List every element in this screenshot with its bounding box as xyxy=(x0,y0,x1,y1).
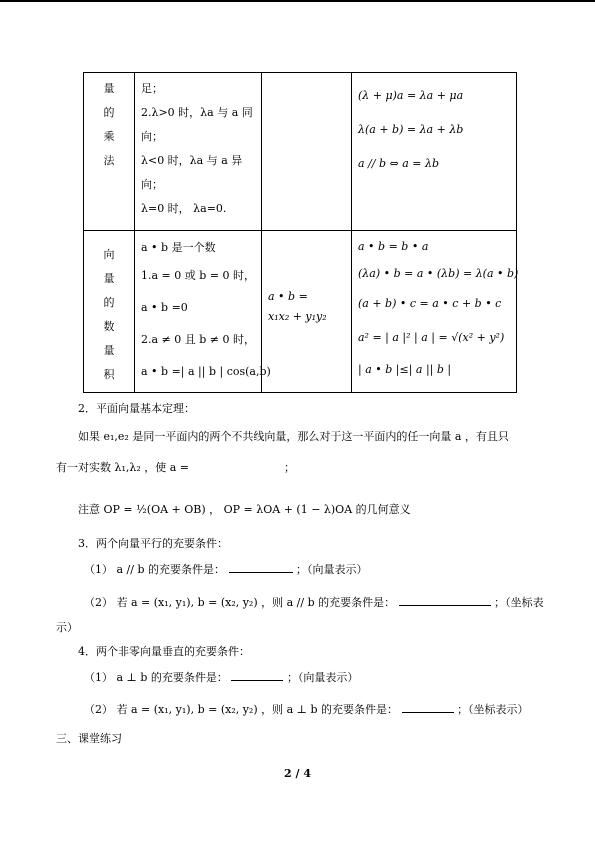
table-text: a • b =0 xyxy=(141,301,188,314)
table-text: 向； xyxy=(141,130,163,143)
table-text: λ=0 时， λa=0. xyxy=(141,202,227,215)
paragraph-text: 有一对实数 λ₁,λ₂ ，使 a = xyxy=(56,461,190,474)
laws-cell xyxy=(352,73,517,231)
row-label-char: 的 xyxy=(103,296,115,309)
row-label-char: 量 xyxy=(103,272,115,285)
section-heading: 2．平面向量基本定理： xyxy=(78,402,195,415)
item-line xyxy=(84,701,529,717)
condition-cell xyxy=(135,73,262,231)
row-label-char: 积 xyxy=(103,368,115,381)
condition-cell xyxy=(135,231,271,393)
table-row xyxy=(84,73,517,231)
table-row xyxy=(84,231,517,393)
row-label-char: 乘 xyxy=(103,130,115,143)
page-number: 2 / 4 xyxy=(284,767,311,780)
formula: a // b ⇔ a = λb xyxy=(358,157,439,170)
item-text: ；（向量表示） xyxy=(286,671,359,684)
item-text: （2） 若 a = (x₁, y₁), b = (x₂, y₂) ，则 a ⊥ b 的充要条件是： xyxy=(84,703,399,716)
section-heading: 3．两个向量平行的充要条件： xyxy=(78,537,228,550)
row-label-cell xyxy=(84,231,135,393)
section-heading: 三、课堂练习 xyxy=(56,732,122,745)
table-text: a • b =| a || b | cos(a,b) xyxy=(141,365,271,378)
table-text: 2.a ≠ 0 且 b ≠ 0 时， xyxy=(141,333,256,346)
item-text: （1） a // b 的充要条件是： xyxy=(84,563,225,576)
row-label-cell xyxy=(84,73,135,231)
row-label-char: 法 xyxy=(103,154,115,167)
note-line: 注意 OP = ½(OA + OB) ， OP = λOA + (1 − λ)OA 的几何意义 xyxy=(78,503,411,516)
table-text: 2.λ>0 时，λa 与 a 同 xyxy=(141,106,253,119)
table-text: 1.a = 0 或 b = 0 时， xyxy=(141,269,256,282)
formula: λ(a + b) = λa + λb xyxy=(358,123,464,136)
table-text: 足； xyxy=(141,82,163,95)
answer-blank[interactable] xyxy=(399,595,491,606)
formula: x₁x₂ + y₁y₂ xyxy=(268,310,327,323)
coordinate-cell xyxy=(262,73,352,231)
row-label-char: 量 xyxy=(103,82,115,95)
answer-blank[interactable] xyxy=(402,702,454,713)
coordinate-cell xyxy=(262,231,352,393)
item-text: （2） 若 a = (x₁, y₁), b = (x₂, y₂) ，则 a // b 的充要条件是： xyxy=(84,596,396,609)
item-line xyxy=(84,594,544,610)
formula: | a • b |≤| a || b | xyxy=(358,363,452,376)
page-top-rule xyxy=(0,0,595,2)
formula: (λ + μ)a = λa + μa xyxy=(358,89,464,102)
item-line-wrap: 示） xyxy=(56,621,78,634)
table-text: a • b 是一个数 xyxy=(141,241,216,254)
formula: a² = | a |² | a | = √(x² + y²) xyxy=(358,331,505,344)
section-heading: 4．两个非零向量垂直的充要条件： xyxy=(78,645,250,658)
formula: a • b = b • a xyxy=(358,240,429,253)
paragraph-line xyxy=(56,459,295,475)
item-text: ；（向量表示） xyxy=(296,563,368,576)
table-text: 向； xyxy=(141,178,163,191)
row-label-char: 量 xyxy=(103,344,115,357)
item-text: ；（坐标表 xyxy=(494,596,544,609)
item-text: （1） a ⊥ b 的充要条件是： xyxy=(84,671,228,684)
laws-cell xyxy=(352,231,517,393)
table-text: λ<0 时，λa 与 a 异 xyxy=(141,154,243,167)
answer-blank[interactable] xyxy=(229,562,293,573)
paragraph-line: 如果 e₁,e₂ 是同一平面内的两个不共线向量，那么对于这一平面内的任一向量 a ，有且只 xyxy=(78,430,509,443)
vector-operations-table xyxy=(83,72,517,393)
formula: (λa) • b = a • (λb) = λ(a • b) xyxy=(358,267,519,280)
row-label-char: 的 xyxy=(103,106,115,119)
formula: (a + b) • c = a • c + b • c xyxy=(358,297,502,310)
item-line xyxy=(84,561,368,577)
row-label-char: 向 xyxy=(103,248,115,261)
row-label-char: 数 xyxy=(103,320,115,333)
formula: a • b = xyxy=(268,290,308,303)
paragraph-text: ； xyxy=(284,461,296,474)
item-text: ；（坐标表示） xyxy=(457,703,529,716)
answer-blank[interactable] xyxy=(231,670,283,681)
item-line xyxy=(84,669,358,685)
